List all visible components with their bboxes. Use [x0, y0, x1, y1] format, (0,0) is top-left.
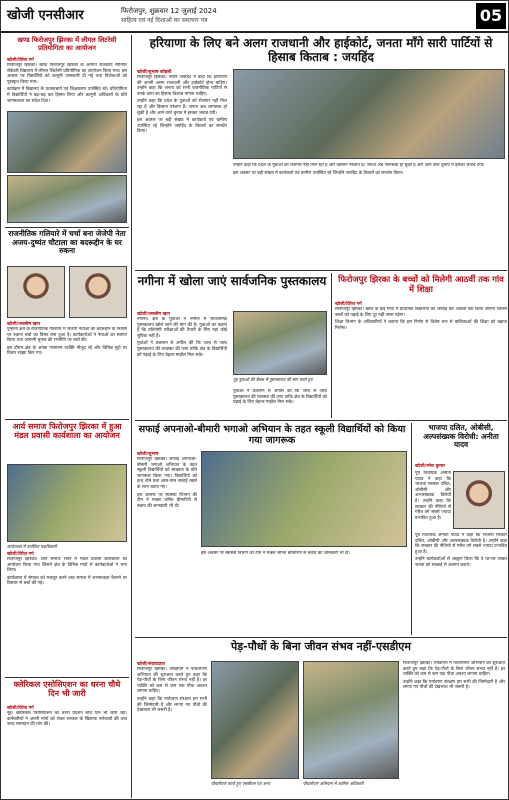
cleanliness-photo: [201, 451, 407, 547]
story3-photo: [7, 464, 127, 542]
library-para: युवाओं ने प्रशासन से अपील की कि जल्द से जल्द पुस्तकालय की व्यवस्था की जाए ताकि क्षेत्र के विद्यार्थियों को पढ़ाई के लिए बेहतर माहौल मिल सके।: [233, 389, 327, 406]
story3-para: कार्यशाला में संगठन को मजबूत करने तथा समाज में जागरूकता फैलाने पर विस्तार से चर्चा की गई।: [7, 575, 127, 587]
cleanliness-body: [137, 457, 197, 633]
story2-para: पुन्हाना क्षेत्र के राजनीतिक गलियारे में जेजेपी नेताओं का बदरूद्दीन के निवास पर रुकना चर्चा का विषय बना हुआ है। कार्यकर्ताओं ने नेताओं का स्वागत किया तथा आगामी चुनाव की रणनीति पर चर्चा की।: [7, 327, 127, 344]
section-divider: [5, 227, 129, 228]
lead-headline: हरियाणा के लिए बने अलग राजधानी और हाईकोर्ट, जनता माँगे सारी पार्टियों से हिसाब किताब : जयहिंद: [149, 36, 493, 64]
story1-headline: खण्ड फिरोजपुर झिरका में लीगल लिटरेसी प्रतियोगिता का आयोजन: [17, 36, 117, 52]
trees-byline: खोजी/संवाददाता: [137, 662, 165, 667]
library-photo: [233, 311, 327, 375]
story4-byline: खोजी/विरेश गर्ग: [7, 706, 34, 711]
masthead-date: फिरोजपुर, शुक्रवार 12 जुलाई 2024: [121, 7, 217, 15]
story3-byline: खोजी/विरेश गर्ग: [7, 552, 34, 557]
school-para: फिरोजपुर झिरका। खण्ड के कई गांवों में प्राथमिक विद्यालयों को अपग्रेड कर आठवीं तक किया जाएगा जिससे बच्चों को पढ़ाई के लिए दूर नहीं जाना पड़ेगा।: [335, 307, 507, 318]
column-divider: [131, 35, 132, 798]
school-byline: खोजी/विरेश गर्ग: [335, 302, 362, 307]
lead-photo: [233, 69, 505, 159]
section-divider: [135, 270, 507, 271]
library-byline: खोजी/तसलीम खान: [137, 312, 171, 317]
trees-body: [137, 667, 207, 795]
story1-photo: [7, 111, 127, 173]
library-para: नगीना। क्षेत्र के युवाओं ने नगीना में सार्वजनिक पुस्तकालय खोले जाने की मांग की है। युवाओं का कहना है कि प्रतियोगी परीक्षाओं की तैयारी के लिए यहां कोई सुविधा नहीं है।: [137, 317, 227, 339]
cleanliness-body-2: [201, 551, 407, 633]
story2-byline: खोजी/तसलीम खान: [7, 322, 41, 327]
section-divider: [135, 637, 507, 638]
trees-para: फिरोजपुर झिरका। एसडीएम ने पौधारोपण अभियान की शुरुआत करते हुए कहा कि पेड़-पौधों के बिना जीवन संभव नहीं है। हर व्यक्ति को कम से कम एक पौधा अवश्य लगाना चाहिए।: [137, 667, 207, 695]
trees-para: उन्होंने कहा कि पर्यावरण संरक्षण हम सभी की जिम्मेदारी है और लगाए गए पौधों की देखभाल भी जरूरी है।: [403, 679, 505, 691]
story2-body: [7, 327, 127, 415]
lead-para: इस अवसर पर बड़ी संख्या में कार्यकर्ता एवं ग्रामीण उपस्थित रहे जिन्होंने जयहिंद के विचारों का समर्थन किया।: [137, 118, 227, 135]
masthead: [1, 1, 509, 33]
story3-para: फिरोजपुर झिरका। आर्य समाज भवन में मंडल प्रवासी कार्यशाला का आयोजन किया गया जिसमें क्षेत्र के विभिन्न गांवों से कार्यकर्ताओं ने भाग लिया।: [7, 557, 127, 574]
library-headline: नगीना में खोला जाएं सार्वजनिक पुस्तकालय: [137, 274, 327, 288]
cleanliness-para: फिरोजपुर झिरका। सफाई अपनाओ-बीमारी भगाओ अभियान के तहत स्कूली विद्यार्थियों को स्वच्छता के प्रति जागरूक किया गया। विद्यार्थियों को हाथ धोने तथा आस-पास सफाई रखने के लाभ बताए गए।: [137, 457, 197, 490]
story4-body: [7, 711, 127, 795]
trees-photo-2: [303, 661, 399, 779]
library-body-2: [233, 389, 327, 415]
anita-portrait: [453, 471, 505, 529]
lead-body-col1: [137, 75, 227, 265]
trees-para: उन्होंने कहा कि पर्यावरण संरक्षण हम सभी की जिम्मेदारी है और लगाए गए पौधों की देखभाल भी जरूरी है।: [137, 696, 207, 714]
story3-caption: कार्यशाला में उपस्थित पदाधिकारी: [7, 544, 57, 549]
story1-photo-2: [7, 175, 127, 223]
story4-para: नूंह। क्लेरिकल एसोसिएशन का धरना प्रदर्शन चौथे दिन भी जारी रहा। कर्मचारियों ने अपनी मांगों को लेकर सरकार के खिलाफ नारेबाजी की तथा जल्द समाधान की मांग की।: [7, 711, 127, 728]
cleanliness-headline: सफाई अपनाओ-बीमारी भगाओ अभियान के तहत स्कूली विद्यार्थियों को किया गया जागरूक: [138, 424, 406, 447]
lead-body-col2: [233, 163, 503, 267]
page-number: 05: [476, 3, 506, 29]
story1-para: फिरोजपुर झिरका। खण्ड फिरोजपुर झिरका के अंतर्गत राजकीय सीनियर सेकेंडरी विद्यालय में लीगल लिटरेसी प्रतियोगिता का आयोजन किया गया। इस अवसर पर विद्यार्थियों को कानूनी जानकारी दी गई तथा विजेताओं को पुरस्कृत किया गया।: [7, 63, 127, 85]
lead-para: फिरोजपुर झिरका। नवीन जयहिंद ने कहा कि हरियाणा की अपनी अलग राजधानी और हाईकोर्ट होना चाहिए। उन्होंने कहा कि जनता को सभी राजनीतिक पार्टियों से उनके काम का हिसाब किताब मांगना चाहिए।: [137, 75, 227, 97]
trees-caption-1: पौधारोपण करते हुए एसडीएम एवं अन्य: [211, 781, 270, 786]
library-caption: नूंह युवाओं की बैठक में पुस्तकालय की मांग करते हुए: [233, 377, 313, 382]
trees-headline: पेड़-पौधों के बिना जीवन संभव नहीं-एसडीएम: [231, 640, 411, 653]
story3-headline: आर्य समाज फिरोजपुर झिरका में हुआ मंडल प्रवासी कार्यशाला का आयोजन: [12, 422, 122, 441]
column-divider: [411, 423, 412, 635]
anita-para: पूर्व विधायक अनीता यादव ने कहा कि भाजपा सरकार दलित, ओबीसी और अल्पसंख्यक विरोधी है। उन्होंने कहा कि सरकार की नीतियों से गरीब वर्ग सबसे ज्यादा प्रभावित हुआ है।: [415, 471, 451, 521]
anita-body: [415, 471, 451, 531]
story2-para: इस दौरान क्षेत्र के अनेक गणमान्य व्यक्ति मौजूद रहे और विभिन्न मुद्दों पर विचार साझा किए गए।: [7, 345, 127, 357]
section-divider: [5, 419, 129, 420]
lead-para: उन्होंने कहा कि प्रदेश के युवाओं को रोजगार नहीं मिल रहा है और किसान परेशान हैं। जनता अब जागरूक हो चुकी है और आने वाले चुनाव में इसका जवाब देगी।: [233, 163, 485, 168]
library-para: युवाओं ने प्रशासन से अपील की कि जल्द से जल्द पुस्तकालय की व्यवस्था की जाए ताकि क्षेत्र के विद्यार्थियों को पढ़ाई के लिए बेहतर माहौल मिल सके।: [137, 341, 227, 358]
lead-para: उन्होंने कहा कि प्रदेश के युवाओं को रोजगार नहीं मिल रहा है और किसान परेशान हैं। जनता अब जागरूक हो चुकी है और आने वाले चुनाव में इसका जवाब देगी।: [137, 99, 227, 116]
anita-body-2: [415, 533, 507, 633]
leader-portrait: [7, 266, 65, 318]
masthead-subtitle: साहित्य एवं नई दिशाओं का समाचार पत्र: [121, 17, 208, 24]
column-divider: [331, 273, 332, 418]
anita-para: उन्होंने कार्यकर्ताओं से आह्वान किया कि वे घर-घर जाकर जनता को सच्चाई से अवगत कराएं।: [415, 557, 507, 568]
section-divider: [135, 420, 507, 421]
cleanliness-para: इस अवसर पर स्वास्थ्य विभाग की टीम ने मच्छर जनित बीमारियों से बचाव की जानकारी भी दी।: [137, 492, 197, 509]
story4-headline: क्लेरिकल एसोसिएशन का धरना चौथे दिन भी जारी: [13, 680, 121, 699]
library-body: [137, 317, 227, 413]
story3-body: [7, 557, 127, 675]
lead-para: इस अवसर पर बड़ी संख्या में कार्यकर्ता एवं ग्रामीण उपस्थित रहे जिन्होंने जयहिंद के विचारों का समर्थन किया।: [233, 170, 404, 176]
cleanliness-para: इस अवसर पर स्वास्थ्य विभाग की टीम ने मच्छर जनित बीमारियों से बचाव की जानकारी भी दी।: [201, 551, 351, 556]
story1-body: [7, 63, 127, 109]
story1-para: कार्यक्रम में विद्यालय के प्रधानाचार्य एवं शिक्षकगण उपस्थित रहे। प्रतियोगिता में विद्यार्थियों ने बढ़-चढ़ कर हिस्सा लिया और कानूनी अधिकारों के प्रति जागरूकता का संदेश दिया।: [7, 87, 127, 104]
trees-para: फिरोजपुर झिरका। एसडीएम ने पौधारोपण अभियान की शुरुआत करते हुए कहा कि पेड़-पौधों के बिना जीवन संभव नहीं है। हर व्यक्ति को कम से कम एक पौधा अवश्य लगाना चाहिए।: [403, 661, 505, 678]
anita-para: पूर्व विधायक अनीता यादव ने कहा कि भाजपा सरकार दलित, ओबीसी और अल्पसंख्यक विरोधी है। उन्होंने कहा कि सरकार की नीतियों से गरीब वर्ग सबसे ज्यादा प्रभावित हुआ है।: [415, 533, 507, 555]
masthead-title: खोजी एनसीआर: [7, 8, 84, 23]
leader-portrait-2: [69, 266, 127, 318]
story1-byline: खोजी/विरेश गर्ग: [7, 58, 34, 63]
anita-byline: खोजी/रमेश कुमार: [415, 464, 445, 469]
school-headline: फिरोजपुर झिरका के बच्चों को मिलेगी आठवीं तक गांव में शिक्षा: [338, 274, 504, 294]
story2-headline: राजनीतिक गलियारे में चर्चा बना जेजेपी नेता अजय-दुष्यंत चौटाला का बदरूद्दीन के घर रुकना: [8, 229, 126, 256]
school-para: शिक्षा विभाग के अधिकारियों ने बताया कि इस निर्णय से विशेष रूप से बालिकाओं की शिक्षा को बढ़ावा मिलेगा।: [335, 320, 507, 331]
trees-caption-2: पौधारोपण अभियान में शामिल अधिकारी: [303, 781, 364, 786]
anita-headline: भाजपा दलित, ओबीसी, अल्पसंख्यक विरोधी: अनीता यादव: [423, 423, 499, 450]
trees-body-2: [403, 661, 505, 795]
section-divider: [5, 677, 129, 678]
lead-byline: खोजी/सुभाष कोहली: [137, 70, 172, 75]
school-body: [335, 307, 507, 417]
trees-photo-1: [211, 661, 299, 779]
cleanliness-byline: खोजी/सुभाष: [137, 452, 159, 457]
